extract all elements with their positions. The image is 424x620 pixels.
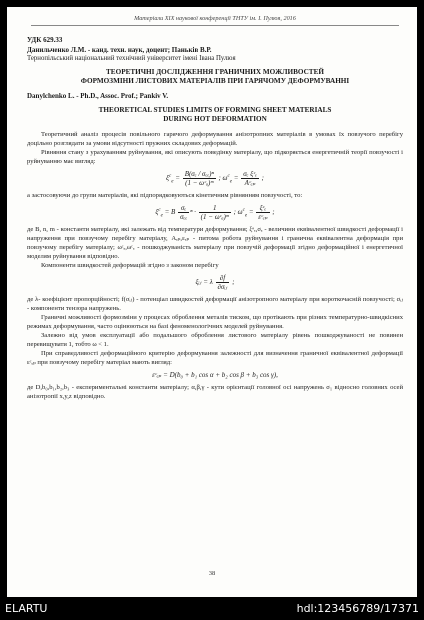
institution: Тернопільський національний технічний університет імені Івана Пулюя [27,55,236,62]
footer-handle-id: hdl:123456789/17371 [296,602,419,615]
repository-footer [0,597,424,620]
paragraph: Рівняння стану з урахуванням руйнування, які описують поведінку матеріалу, що підкоряється енергетичній теорії повзучості і руйнуванню має вигляд: [27,149,403,165]
paragraph: При справедливості деформаційного критерію деформування залежності для визначення граничної еквівалентної деформації εᶜₑₚ при повзучому перебігу матеріал мають вигляд: [27,350,403,366]
paragraph: Залежно від умов експлуатації або подальшого оброблення листового матеріалу рівень пошкоджуваності не повинен перевищувати 1, тобто ω < 1. [27,332,403,348]
title-en-line: THEORETICAL STUDIES LIMITS OF FORMING SHEET MATERIALS [98,106,332,114]
equation-2: $\xi^c_e = B$ $\frac{\text{σₑ}}{\text{σₑₑ}}$ ⁿ · $\frac{1}{\text{(1 − ωᶜₐ)ᵐ}}$ ; $\omega^c_e$ = $\frac{\text{ξᶜₑ}}{\text{εᶜₑₚ}}$ ; [155,204,275,221]
title-en-line: DURING HOT DEFORMATION [163,115,267,123]
paragraph: Теоретичний аналіз процесів повільного гарячого деформування анізотропних матеріалів в умовах їх повзучого перебігу доцільно розглядати за умови відсутності пружних складових деформацій. [27,131,403,147]
title-ua [27,68,403,86]
page-number: 38 [208,570,216,577]
footer-left-label: ELARTU [5,602,48,615]
running-header: Матеріали ХІХ наукової конференції ТНТУ ім. І. Пулюя, 2016 [31,15,399,26]
authors-en: Danylchenko L. - Ph.D., Assoc. Prof.; Pankiv V. [27,92,169,100]
udk-code: УДК 629.33 [27,36,63,44]
paragraph: де λ- коефіцієнт пропорційності; f(σᵢⱼ) - потенціал швидкостей деформації анізотропного матеріалу при короткочасній повзучості; σᵢⱼ - компоненти тензора напружень. [27,296,403,312]
document-page [7,7,417,597]
title-ua-line: ФОРМОЗМІНИ ЛИСТОВИХ МАТЕРІАЛІВ ПРИ ГАРЯЧОМУ ДЕФОРМУВАННІ [80,77,350,85]
paragraph: де B, n, m - константи матеріалу, які залежать від температури деформування; ξᵉₑ,σₑ - величини еквівалентної швидкості деформації і напруження при повзучому перебігу матеріалу, Aₑₚ,εₑₚ - питома робота руйнування і гранична еквівалентна деформація при повзучому перебігу матеріалу; ωᶜₐ,ωᶜₑ - пошкоджуваність матеріалу при повзучій деформації згідно деформаційної і енергетичної моделям руйнування відповідно. [27,226,403,260]
paragraph: де D,b₀,b₁,b₂,b₃ - експериментальні константи матеріалу; α,β,γ - кути орієнтації головної осі напружень σ₁ відносно головних осей анізотропії x,y,z відповідно. [27,384,403,400]
authors-ua: Данильченко Л.М. - канд. техн. наук, доцент; Паньків В.Р. [27,46,212,54]
equation-3: ξᵢⱼ = λ $\frac{\partial f}{\text{∂σᵢⱼ}}$ ; [195,274,235,291]
paragraph: Граничні можливості формозміни у процесах оброблення металів тиском, що протікають при різних температурно-швидкісних режимах деформування, часто оцінюються на базі феноменологічних моделей руйнування. [27,314,403,330]
equation-4: εᶜₑₚ = D(b₀ + b₁ cos α + b₂ cos β + b₃ cos γ), [152,371,278,379]
equation-1: $\xi^c_e$ = $\frac{\text{B(σₑ / σₑₑ)ⁿ}}{\text{(1 − ωᶜₐ)ᵐ}}$ ; $\omega^c_e$ = $\frac{\text{σₑ ξᶜₑ}}{\text{Aᶜₑₚ}}$ ; [166,170,264,187]
title-ua-line: ТЕОРЕТИЧНІ ДОСЛІДЖЕННЯ ГРАНИЧНИХ МОЖЛИВОСТЕЙ [106,68,324,76]
title-en [27,106,403,124]
paragraph: а застосовуючи до групи матеріалів, які підпорядковуються кінетичним рівнянням повзучості, то: [27,192,303,199]
paragraph: Компоненти швидкостей деформацій згідно з законом перебігу [41,262,219,269]
